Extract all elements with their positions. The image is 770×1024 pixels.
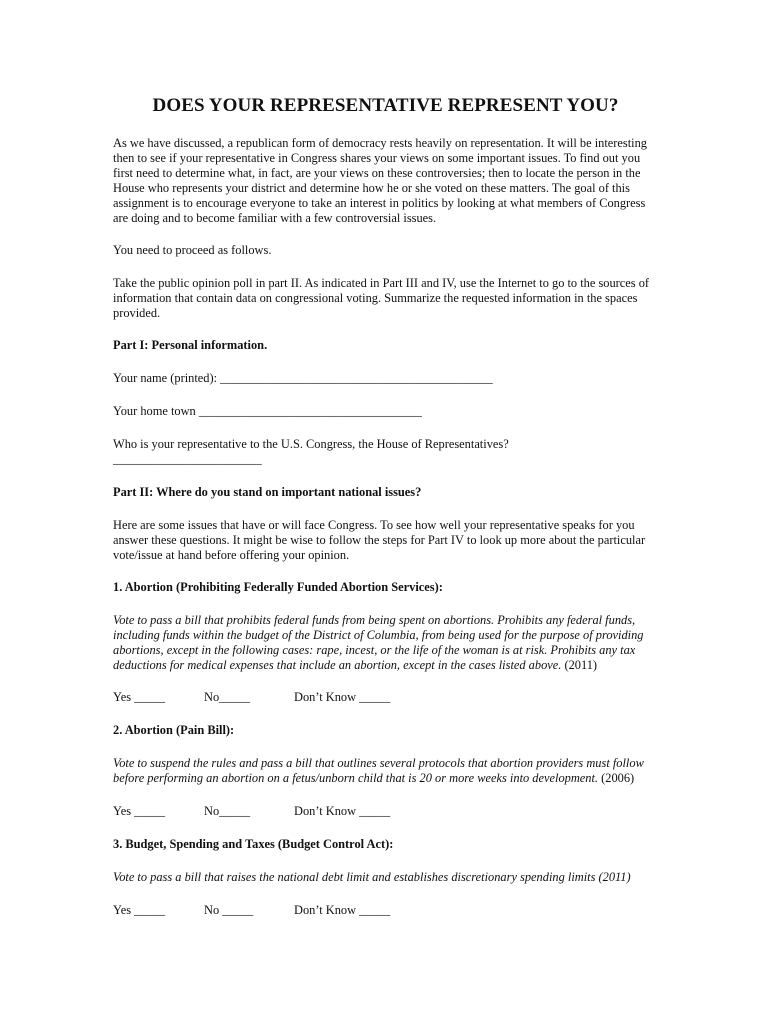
issue-2-dont-know: Don’t Know _____ [294,804,391,818]
issue-3-desc-text: Vote to pass a bill that raises the national debt limit and establishes discretionary spending limits (2011) [113,870,631,884]
part1-heading: Part I: Personal information. [113,338,268,352]
instructions-paragraph: Take the public opinion poll in part II. As indicated in Part III and IV, use the Internet to go to the sources of information that contain data on congressional voting. Summarize the requested information in the spaces provided. [113,276,650,320]
proceed-paragraph: You need to proceed as follows. [113,243,272,257]
issue-1-yes: Yes _____ [113,690,166,704]
representative-blank: ________________________ [113,452,262,466]
issue-1-description [113,613,658,673]
representative-question: Who is your representative to the U.S. Congress, the House of Representatives? [113,437,509,451]
issue-2-no: No_____ [204,804,251,818]
hometown-field-line: Your home town ____________________________________ [113,404,422,418]
issue-1-dont-know: Don’t Know _____ [294,690,391,704]
name-field-line: Your name (printed): ____________________________________________ [113,371,493,385]
issue-2-heading: 2. Abortion (Pain Bill): [113,723,235,737]
page-title: DOES YOUR REPRESENTATIVE REPRESENT YOU? [152,95,619,116]
issue-3-dont-know: Don’t Know _____ [294,903,391,917]
issue-2-desc-text: Vote to suspend the rules and pass a bill that outlines several protocols that abortion providers must follow before performing an abortion on a fetus/unborn child that is 20 or more weeks into development. [113,756,644,785]
part2-heading: Part II: Where do you stand on important national issues? [113,485,422,499]
part2-intro: Here are some issues that have or will face Congress. To see how well your representative speaks for you answer these questions. It might be wise to follow the steps for Part IV to look up more about the particular vote/issue at hand before offering your opinion. [113,518,646,562]
issue-3-description [113,870,658,885]
issue-1-no: No_____ [204,690,251,704]
issue-2-year: (2006) [598,771,635,785]
issue-1-desc-text: Vote to pass a bill that prohibits federal funds from being spent on abortions. Prohibits any federal funds, including funds within the budget of the District of Columbia, from being used for the purpose of providing abortions, except in the following cases: rape, incest, or the life of the woman is at risk. Prohibits any tax deductions for medical expenses that include an abortion, except in the cases listed above. [113,613,644,672]
issue-2-yes: Yes _____ [113,804,166,818]
issue-3-yes: Yes _____ [113,903,166,917]
issue-3-no: No _____ [204,903,254,917]
intro-paragraph: As we have discussed, a republican form of democracy rests heavily on representation. It will be interesting then to see if your representative in Congress shares your views on some important issues. To find out you first need to determine what, in fact, are your views on these controversies; then to locate the person in the House who represents your district and determine how he or she voted on these matters. The goal of this assignment is to encourage everyone to take an interest in politics by looking at what members of Congress are doing and to become familiar with a few controversial issues. [113,136,648,225]
issue-1-heading: 1. Abortion (Prohibiting Federally Funded Abortion Services): [113,580,443,594]
issue-3-heading: 3. Budget, Spending and Taxes (Budget Control Act): [113,837,394,851]
issue-2-description [113,756,658,786]
issue-1-year: (2011) [561,658,598,672]
